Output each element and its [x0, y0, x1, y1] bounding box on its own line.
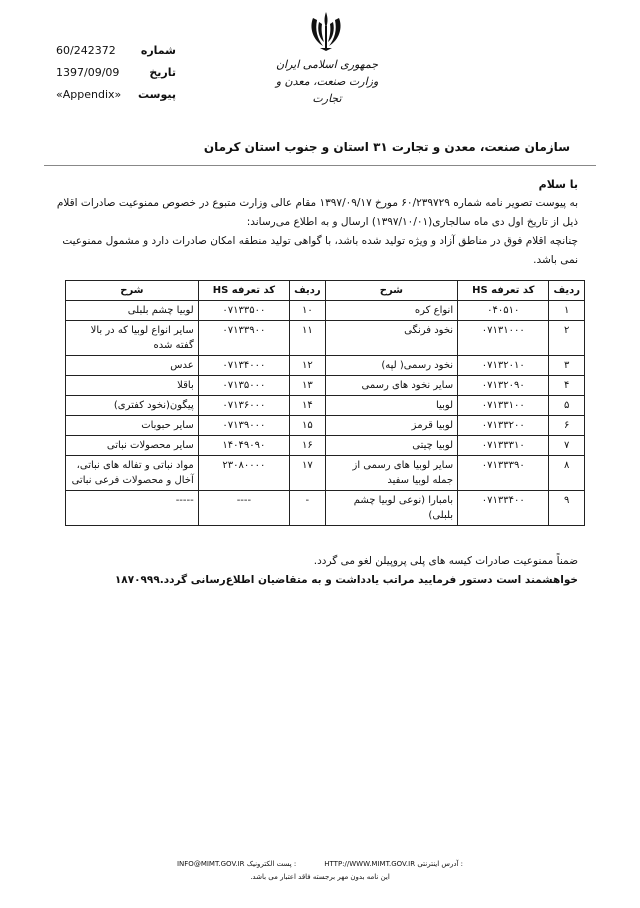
- table-cell: سایر لوبیا های رسمی از جمله لوبیا سفید: [325, 456, 457, 491]
- meta-date-value: 1397/09/09: [56, 66, 120, 79]
- header-divider: [44, 165, 596, 166]
- table-cell: ۱۲: [290, 356, 326, 376]
- table-row: [66, 321, 585, 356]
- meta-appendix: [56, 84, 176, 106]
- ministry-name: [262, 56, 392, 107]
- table-cell: باقلا: [66, 376, 199, 396]
- table-cell: ۰۷۱۳۲۰۹۰: [458, 376, 549, 396]
- table-cell: ۱۰: [290, 301, 326, 321]
- table-cell: ۵: [549, 396, 585, 416]
- ministry-line1: جمهوری اسلامی ایران: [275, 58, 379, 71]
- footer: [120, 858, 520, 884]
- table-cell: ۰۷۱۳۳۳۹۰: [458, 456, 549, 491]
- table-header-row: [66, 281, 585, 301]
- table-cell: ۶: [549, 416, 585, 436]
- paragraph-1: به پیوست تصویر نامه شماره ۶۰/۲۳۹۷۲۹ مورخ ۱۳۹۷/۰۹/۱۷ مقام عالی وزارت متبوع در خصوص ممنوعیت صادرات اقلام ذیل از تاریخ اول دی ماه سالجاری(۱۳۹۷/۱۰/۰۱) ارسال و به اطلاع می‌رساند:: [56, 197, 578, 228]
- table-cell: ----: [198, 491, 289, 526]
- table-cell: ۰۷۱۳۳۱۰۰: [458, 396, 549, 416]
- table-cell: لوبیا چیتی: [325, 436, 457, 456]
- table-cell: ۰۷۱۳۲۰۱۰: [458, 356, 549, 376]
- meta-number-value: 60/242372: [56, 44, 116, 57]
- table-cell: -: [290, 491, 326, 526]
- iran-emblem-icon: [303, 8, 349, 54]
- footer-email-label: پست الکترونیک :: [246, 860, 297, 868]
- table-cell: ۱۷: [290, 456, 326, 491]
- table-cell: ۰۷۱۳۴۰۰۰: [198, 356, 289, 376]
- table-cell: ۲۳۰۸۰۰۰۰: [198, 456, 289, 491]
- table-cell: نخود فرنگی: [325, 321, 457, 356]
- table-cell: مواد نباتی و تفاله های نباتی، آخال و محصولات فرعی نباتی: [66, 456, 199, 491]
- table-row: [66, 456, 585, 491]
- column-header: کد تعرفه HS: [458, 281, 549, 301]
- column-header: ردیف: [549, 281, 585, 301]
- table-cell: ۰۷۱۳۳۵۰۰: [198, 301, 289, 321]
- table-cell: ۰۷۱۳۳۹۰۰: [198, 321, 289, 356]
- table-cell: انواع کره: [325, 301, 457, 321]
- table-cell: ۰۷۱۳۱۰۰۰: [458, 321, 549, 356]
- table-cell: ۹: [549, 491, 585, 526]
- table-cell: پیگون(نخود کفتری): [66, 396, 199, 416]
- footer-note: این نامه بدون مهر برجسته فاقد اعتبار می باشد.: [250, 873, 390, 881]
- table-cell: ۰۷۱۳۳۴۰۰: [458, 491, 549, 526]
- footer-web: HTTP://WWW.MIMT.GOV.IR: [324, 860, 416, 868]
- table-cell: ۱۶: [290, 436, 326, 456]
- closing-line-1: ضمناً ممنوعیت صادرات کیسه های پلی پروپیلن لغو می گردد.: [313, 555, 578, 567]
- meta-date: [56, 62, 176, 84]
- table-cell: ۱: [549, 301, 585, 321]
- table-cell: لوبیا قرمز: [325, 416, 457, 436]
- table-row: [66, 491, 585, 526]
- meta-number: [56, 40, 176, 62]
- table-cell: ۷: [549, 436, 585, 456]
- table-cell: ۱۴: [290, 396, 326, 416]
- ministry-line2: وزارت صنعت، معدن و تجارت: [275, 75, 379, 105]
- hs-code-table: [65, 280, 585, 526]
- table-cell: سایر محصولات نباتی: [66, 436, 199, 456]
- table-cell: لوبیا: [325, 396, 457, 416]
- table-cell: ۰۴۰۵۱۰: [458, 301, 549, 321]
- footer-email: INFO@MIMT.GOV.IR: [176, 860, 245, 868]
- table-cell: سایر نخود های رسمی: [325, 376, 457, 396]
- meta-date-label: تاریخ: [149, 66, 176, 79]
- letter-body: [52, 175, 578, 270]
- meta-appendix-label: پیوست: [138, 88, 176, 101]
- closing: [52, 552, 578, 590]
- table-cell: ۱۴۰۴۹۰۹۰: [198, 436, 289, 456]
- table-cell: ۴: [549, 376, 585, 396]
- table-cell: ۰۷۱۳۳۳۱۰: [458, 436, 549, 456]
- table-cell: نخود رسمی( لپه): [325, 356, 457, 376]
- table-cell: ۰۷۱۳۹۰۰۰: [198, 416, 289, 436]
- table-cell: عدس: [66, 356, 199, 376]
- table-row: [66, 356, 585, 376]
- table-cell: ۰۷۱۳۳۲۰۰: [458, 416, 549, 436]
- column-header: شرح: [66, 281, 199, 301]
- meta-appendix-value: «Appendix»: [56, 88, 122, 101]
- table-cell: ۱۳: [290, 376, 326, 396]
- table-cell: بامبارا (نوعی لوبیا چشم بلبلی): [325, 491, 457, 526]
- table-cell: -----: [66, 491, 199, 526]
- paragraph-2: چنانچه اقلام فوق در مناطق آزاد و ویژه تولید شده باشد، با گواهی تولید منطقه امکان صادرات دارد و مشمول ممنوعیت نمی باشد.: [62, 235, 578, 266]
- table-row: [66, 436, 585, 456]
- table-cell: لوبیا چشم بلبلی: [66, 301, 199, 321]
- column-header: ردیف: [290, 281, 326, 301]
- table-row: [66, 396, 585, 416]
- table-cell: ۰۷۱۳۵۰۰۰: [198, 376, 289, 396]
- meta-number-label: شماره: [140, 44, 176, 57]
- closing-line-2: خواهشمند است دستور فرمایید مراتب یادداشت و به متقاضیان اطلاع‌رسانی گردد.۱۸۷۰۹۹۹: [114, 574, 578, 586]
- greeting: با سلام: [538, 178, 578, 191]
- table-cell: ۸: [549, 456, 585, 491]
- table-cell: ۱۵: [290, 416, 326, 436]
- table-cell: سایر حبوبات: [66, 416, 199, 436]
- table-row: [66, 301, 585, 321]
- table-cell: ۱۱: [290, 321, 326, 356]
- table-cell: ۲: [549, 321, 585, 356]
- organization-title: سازمان صنعت، معدن و تجارت ۳۱ استان و جنوب استان کرمان: [203, 140, 570, 154]
- footer-web-label: آدرس اینترنتی :: [417, 860, 464, 868]
- table-cell: ۳: [549, 356, 585, 376]
- table-row: [66, 376, 585, 396]
- column-header: شرح: [325, 281, 457, 301]
- column-header: کد تعرفه HS: [198, 281, 289, 301]
- table-row: [66, 416, 585, 436]
- table-cell: سایر انواع لوبیا که در بالا گفته شده: [66, 321, 199, 356]
- table-cell: ۰۷۱۳۶۰۰۰: [198, 396, 289, 416]
- letter-meta: [56, 40, 176, 106]
